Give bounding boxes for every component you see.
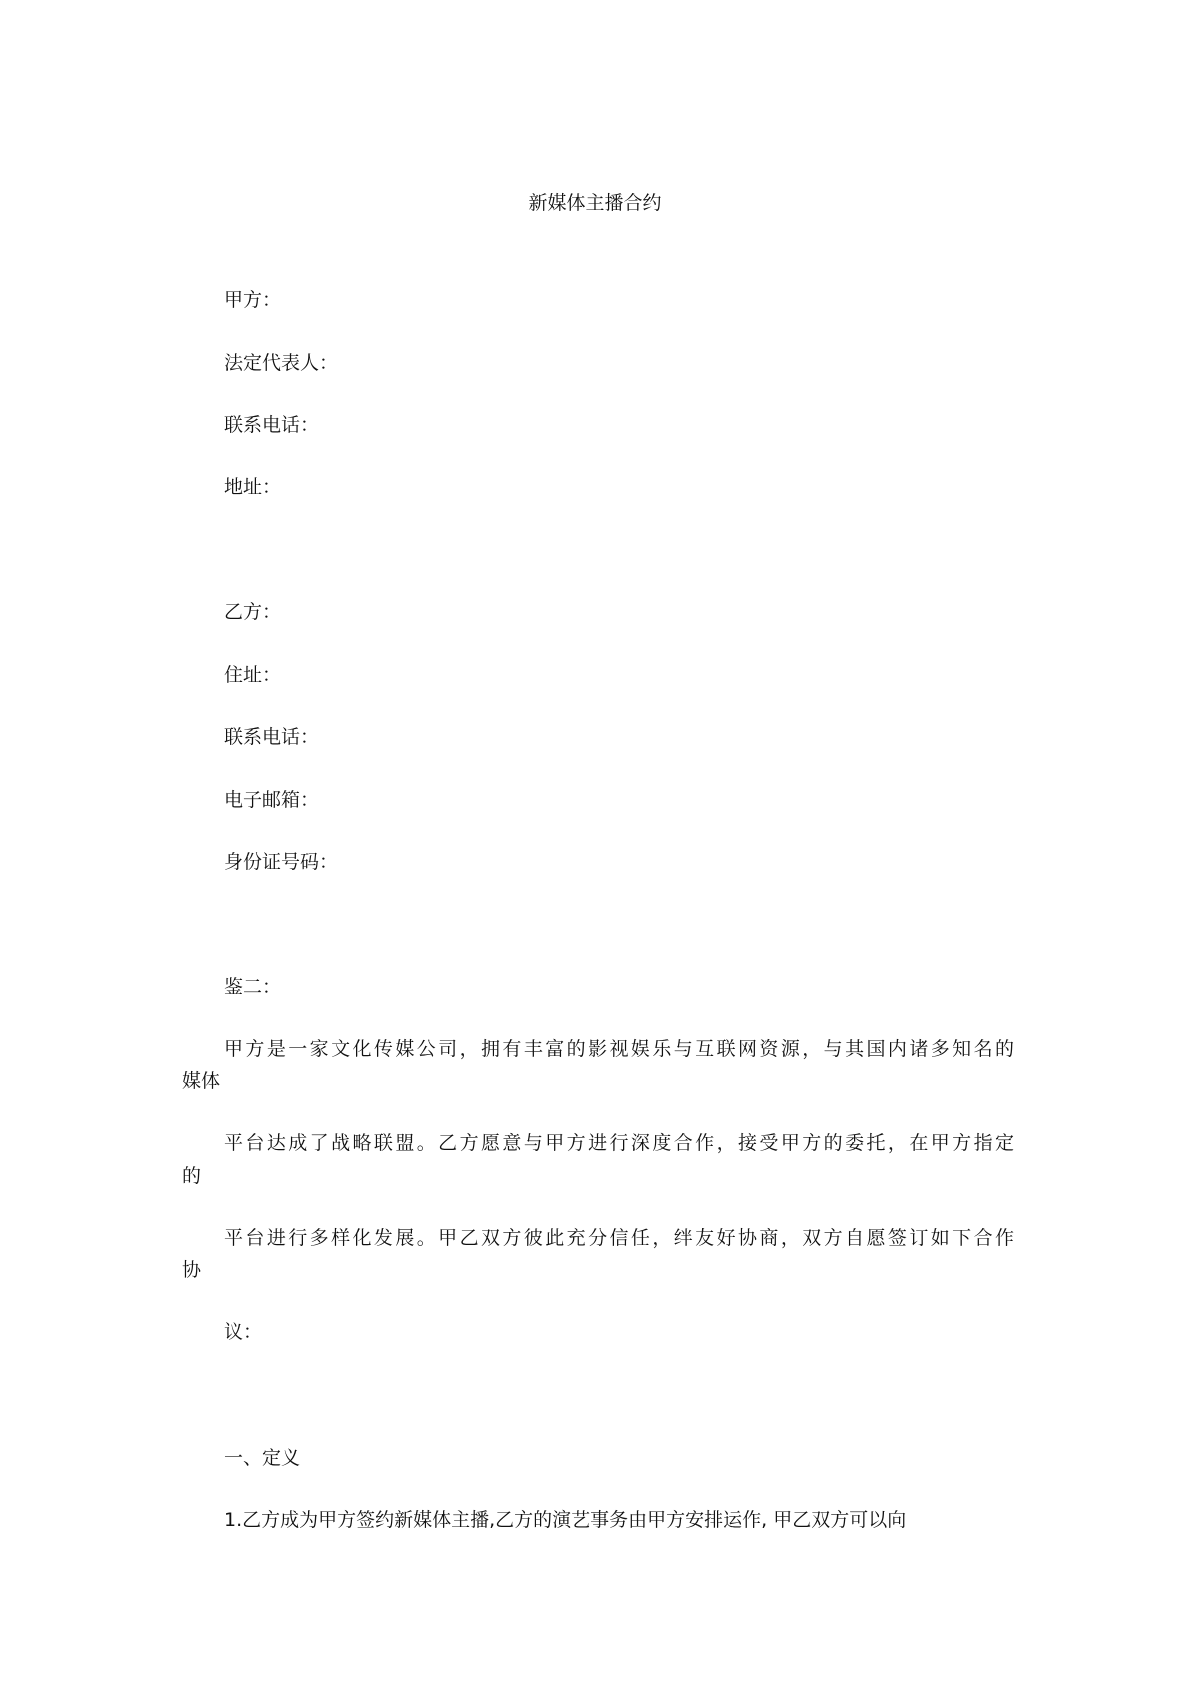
recitals-paragraph-2-line-2: 的 [182, 1165, 202, 1187]
recitals-paragraph-1-line-2: 媒体 [182, 1070, 221, 1092]
section-1-item-1: 1.乙方成为甲方签约新媒体主播,乙方的演艺事务由甲方安排运作, 甲乙双方可以向 [224, 1509, 907, 1531]
party-b-id-label: 身份证号码： [224, 851, 339, 873]
recitals-paragraph-3-line-1: 平台进行多样化发展。甲乙双方彼此充分信任，绊友好协商，双方自愿签订如下合作 [224, 1227, 1014, 1249]
recitals-heading: 鉴二： [224, 976, 282, 998]
recitals-paragraph-3-line-2: 协 [182, 1259, 202, 1281]
party-b-name-label: 乙方： [224, 601, 282, 623]
party-a-address-label: 地址： [224, 476, 282, 498]
party-a-name-label: 甲方： [224, 289, 282, 311]
party-a-phone-label: 联系电话： [224, 414, 320, 436]
party-b-email-label: 电子邮箱： [224, 789, 320, 811]
section-1-heading: 一、定义 [224, 1447, 301, 1469]
party-b-phone-label: 联系电话： [224, 726, 320, 748]
party-b-residence-label: 住址： [224, 664, 282, 686]
party-a-legal-rep-label: 法定代表人： [224, 352, 339, 374]
recitals-paragraph-1-line-1: 甲方是一家文化传媒公司，拥有丰富的影视娱乐与互联网资源，与其国内诸多知名的 [224, 1038, 1014, 1060]
document-title: 新媒体主播合约 [528, 192, 662, 214]
recitals-paragraph-2-line-1: 平台达成了战略联盟。乙方愿意与甲方进行深度合作，接受甲方的委托，在甲方指定 [224, 1132, 1014, 1154]
recitals-paragraph-4-line-1: 议： [224, 1321, 263, 1343]
